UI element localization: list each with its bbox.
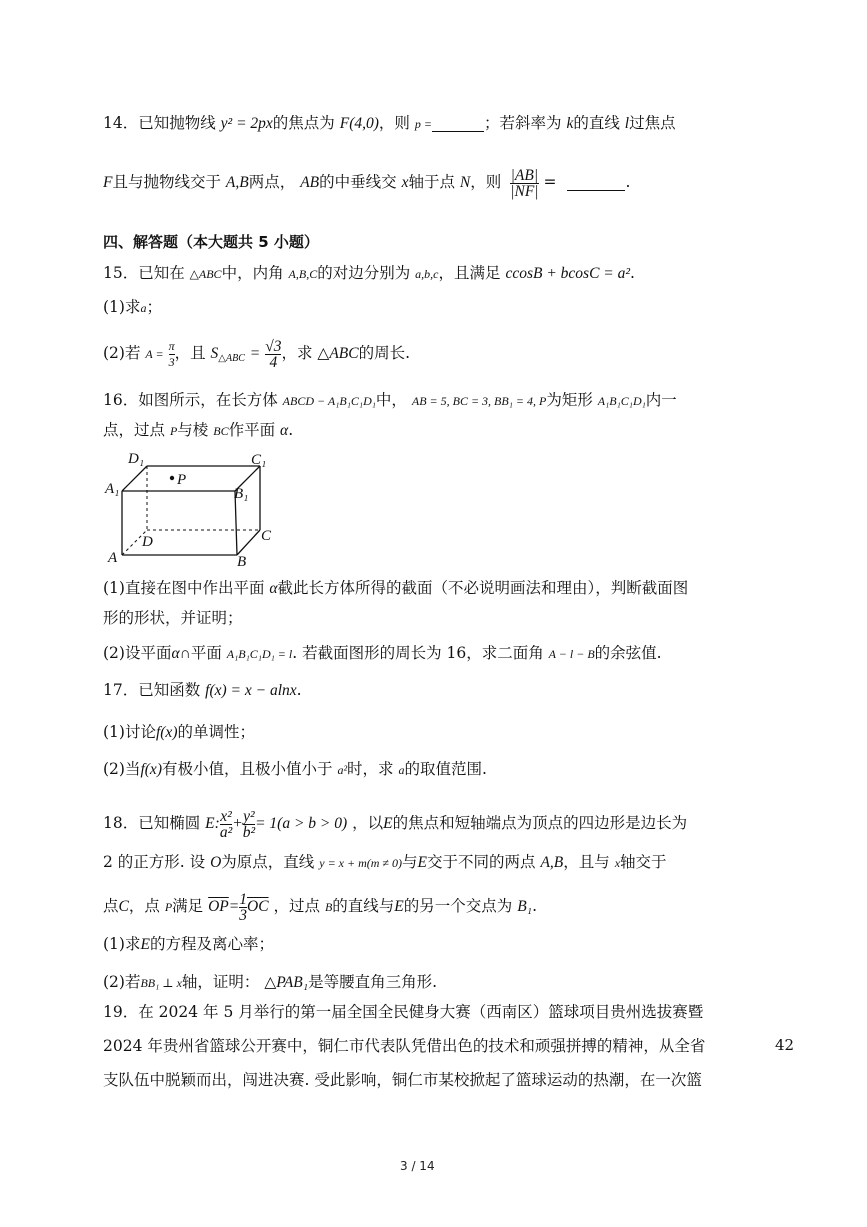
q17-text: 有极小值，且极小值小于 <box>161 760 333 778</box>
q16-text: 内一 <box>645 391 677 409</box>
l-variable: l <box>624 115 630 132</box>
label-C: C <box>261 528 272 544</box>
B-variable: B <box>324 900 333 914</box>
fraction-denominator: a² <box>219 823 233 841</box>
q16-text: 的余弦值. <box>594 644 662 662</box>
label-B1: B₁ <box>234 486 249 502</box>
q16-part1-line1 <box>103 578 688 599</box>
q16-text: 点，过点 <box>103 421 166 439</box>
segment-AB: AB <box>300 174 320 191</box>
q17-text: (2)当 <box>103 760 141 778</box>
q16-line2 <box>103 420 293 441</box>
area-symbol <box>211 345 245 362</box>
q16-line1 <box>103 390 677 411</box>
q18-line2 <box>103 852 667 873</box>
parabola-equation: y² = 2px <box>220 115 273 132</box>
q18-part1 <box>103 934 274 955</box>
q14-text: 两点， <box>248 173 296 191</box>
condition-equation: ccosB + bcosC = a² <box>505 265 631 282</box>
fraction-denominator: 3 <box>168 354 175 369</box>
q15-text: 的周长. <box>358 344 411 362</box>
sqrt3-over-4 <box>265 339 281 370</box>
q16-text: 形的形状，并证明； <box>103 609 243 627</box>
AB-points: A,B <box>225 174 249 191</box>
q18-text: 是等腰直角三角形. <box>308 973 438 991</box>
triangle-ABC: △ABC <box>189 267 222 281</box>
q17-text: 时，求 <box>347 760 394 778</box>
alpha-plane: α <box>280 422 289 439</box>
q15-text: 15．已知在 <box>103 264 185 282</box>
q14-text: 且与抛物线交于 <box>112 173 221 191</box>
q18-text: ，且与 <box>563 853 610 871</box>
fraction-numerator: |AB| <box>510 166 539 184</box>
dimensions: AB = 5, BC = 3, BB₁ = 4, P <box>411 394 547 408</box>
fraction-numerator: √3 <box>265 337 282 355</box>
function-f: f(x) <box>140 761 162 778</box>
q14-line1 <box>103 113 676 134</box>
q14-text: ，则 <box>378 114 410 132</box>
a-squared: a² <box>337 763 348 777</box>
q14-line2 <box>103 159 630 205</box>
q15-text: ； <box>146 298 162 316</box>
q16-part2 <box>103 643 662 664</box>
N-variable: N <box>459 174 471 191</box>
alpha-plane: α <box>269 580 278 597</box>
side-number: 42 <box>775 1036 795 1054</box>
q16-text: . <box>288 421 294 439</box>
fraction-numerator: y² <box>243 807 255 825</box>
q16-text: (1)直接在图中作出平面 <box>103 579 265 597</box>
q15-text: (2)若 <box>103 344 141 362</box>
q18-text: ，以 <box>352 814 384 832</box>
triangle-ABC: △ABC <box>317 345 359 362</box>
k-variable: k <box>566 115 574 132</box>
q17-part2 <box>103 759 487 780</box>
q18-text: 轴交于 <box>620 853 667 871</box>
q16-text: 为矩形 <box>546 391 593 409</box>
label-A1: A₁ <box>105 481 120 497</box>
line-l-definition: A₁B₁C₁D₁ = l <box>226 647 293 661</box>
q18-text: 的方程及离心率； <box>149 935 274 953</box>
function-definition: f(x) = x − alnx <box>205 682 297 699</box>
E-variable: E <box>417 854 427 871</box>
angles-ABC: A,B,C <box>288 267 318 281</box>
q18-text: 满足 <box>172 897 204 915</box>
q18-text: 的直线与 <box>332 897 395 915</box>
intersection-symbol: α∩ <box>171 645 191 662</box>
S-letter: S <box>210 345 219 362</box>
q16-text: 中， <box>375 391 407 409</box>
focus-point: F(4,0) <box>339 115 379 132</box>
B1-variable: B₁ <box>517 898 533 915</box>
perpendicular-condition: BB₁ ⊥ x <box>140 976 182 990</box>
angle-A: A = <box>145 347 164 361</box>
x2-over-a2 <box>220 809 232 840</box>
fraction-denominator: 4 <box>269 353 278 371</box>
sides-abc: a,b,c <box>415 267 439 281</box>
q15-part1 <box>103 297 162 318</box>
q16-text: 16．如图所示，在长方体 <box>103 391 278 409</box>
x-variable: x <box>401 174 409 191</box>
q18-text: ，点 <box>128 897 160 915</box>
q15-line1 <box>103 263 635 284</box>
AB-points: A,B <box>540 854 564 871</box>
function-f: f(x) <box>155 724 178 741</box>
E-variable: E <box>394 898 404 915</box>
E-variable: E <box>383 815 393 832</box>
q14-text: . <box>625 173 631 191</box>
ellipse-rhs: = 1(a > b > 0) <box>255 815 348 832</box>
C-variable: C <box>118 898 129 915</box>
q15-text: ，求 <box>281 344 313 362</box>
q18-text: 为原点，直线 <box>221 853 315 871</box>
equals-sign: = <box>543 173 557 191</box>
q18-text: 交于不同的两点 <box>427 853 536 871</box>
q15-text: (1)求 <box>103 298 141 316</box>
y2-over-b2 <box>243 809 255 840</box>
point-P <box>170 476 174 480</box>
q18-text: . <box>532 897 538 915</box>
edge-BC: BC <box>213 424 229 438</box>
q18-part2 <box>103 972 437 993</box>
q18-text: 的焦点和短轴端点为顶点的四边形是边长为 <box>392 814 688 832</box>
one-third <box>239 892 247 923</box>
q17-text: 17．已知函数 <box>103 681 201 699</box>
q18-text: 18．已知椭圆 <box>103 814 201 832</box>
answer-blank-ratio[interactable] <box>567 174 625 191</box>
q19-line3: 支队伍中脱颖而出，闯进决赛. 受此影响，铜仁市某校掀起了篮球运动的热潮，在一次篮 <box>103 1071 702 1089</box>
q16-part1-line2 <box>103 608 243 628</box>
rectangle-name: A₁B₁C₁D₁ <box>597 394 646 408</box>
fraction-numerator: π <box>168 338 175 353</box>
label-D1: D₁ <box>128 451 145 467</box>
q14-text: 的直线 <box>573 114 620 132</box>
q14-text: 14．已知抛物线 <box>103 114 216 132</box>
line-equation: y = x + m(m ≠ 0) <box>319 856 403 870</box>
q14-text: 轴于点 <box>408 173 455 191</box>
cuboid-name: ABCD − A₁B₁C₁D₁ <box>282 394 376 408</box>
p-variable: p = <box>414 117 432 131</box>
q18-line3 <box>103 884 537 928</box>
q15-part2 <box>103 331 410 375</box>
fraction-denominator: 3 <box>239 906 247 924</box>
q15-text: . <box>630 264 635 282</box>
ellipse-E: E: <box>205 815 220 832</box>
F-variable: F <box>103 174 113 191</box>
q14-text: ；若斜率为 <box>483 114 562 132</box>
q18-text: (1)求 <box>103 935 141 953</box>
edge-A1D1 <box>122 466 147 491</box>
vector-OP: $\overline{OP}$ <box>208 898 229 915</box>
label-A: A <box>108 550 118 566</box>
q18-text: 与 <box>402 853 418 871</box>
answer-blank-p[interactable] <box>432 115 484 132</box>
origin-O: O <box>210 854 222 871</box>
q18-text: 点 <box>103 897 119 915</box>
q17-part1 <box>103 722 255 743</box>
q16-text: 平面 <box>190 644 222 662</box>
label-B: B <box>237 554 247 568</box>
section-heading: 四、解答题（本大题共 5 小题） <box>103 233 319 251</box>
q14-text: ，则 <box>470 173 502 191</box>
q18-line1 <box>103 798 687 848</box>
P-variable: P <box>164 900 173 914</box>
q15-text: 的对边分别为 <box>317 264 411 282</box>
page-number: 3 / 14 <box>400 1159 435 1173</box>
P-variable: P <box>169 424 178 438</box>
edge-BC <box>237 530 260 555</box>
q17-text: 的单调性； <box>177 723 255 741</box>
q17-line1 <box>103 680 302 701</box>
a-variable: a <box>398 763 405 777</box>
vector-OC: $\overline{OC}$ <box>247 898 269 915</box>
q17-text: . <box>296 681 302 699</box>
q16-text: 作平面 <box>228 421 276 439</box>
q14-text: 过焦点 <box>629 114 676 132</box>
label-C1: C₁ <box>251 452 267 468</box>
q16-text: 与棱 <box>177 421 209 439</box>
dihedral-angle: A − l − B <box>548 647 595 661</box>
q18-text: ，过点 <box>273 897 320 915</box>
a-variable: a <box>140 301 147 315</box>
cuboid-figure <box>100 448 280 568</box>
q14-text: 的焦点为 <box>272 114 335 132</box>
q19-line1: 19．在 2024 年 5 月举行的第一届全国全民健身大赛（西南区）篮球项目贵州选拔赛暨 <box>103 1003 704 1021</box>
label-P: P <box>177 472 187 488</box>
q16-text: 截此长方体所得的截面（不必说明画法和理由），判断截面图 <box>277 579 689 597</box>
q17-text: (1)讨论 <box>103 723 156 741</box>
q17-text: 的取值范围. <box>404 760 487 778</box>
q15-text: ，且 <box>174 344 206 362</box>
area-subscript: △ABC <box>218 353 245 364</box>
label-D: D <box>142 534 153 550</box>
triangle-PAB1: △PAB₁ <box>264 974 309 991</box>
q18-text: 轴，证明： <box>181 973 260 991</box>
q16-text: (2)设平面 <box>103 644 172 662</box>
ratio-fraction <box>510 168 538 199</box>
q18-text: 的另一个交点为 <box>403 897 513 915</box>
q19-line2: 2024 年贵州省篮球公开赛中，铜仁市代表队凭借出色的技术和顽强拼搏的精神，从全省 <box>103 1037 706 1055</box>
q15-text: 中，内角 <box>221 264 284 282</box>
plus-sign: + <box>232 815 243 832</box>
x-variable: x <box>614 856 621 870</box>
fraction-numerator: x² <box>220 807 232 825</box>
q14-text: 的中垂线交 <box>319 173 397 191</box>
equals-sign: = <box>249 345 261 362</box>
q16-text: . 若截面图形的周长为 16，求二面角 <box>292 644 544 662</box>
q18-text: (2)若 <box>103 973 141 991</box>
fraction-denominator: b² <box>242 823 256 841</box>
q18-text: 2 的正方形. 设 <box>103 853 206 871</box>
fraction-denominator: |NF| <box>510 182 539 200</box>
fraction-numerator: 1 <box>239 890 247 908</box>
q15-text: ，且满足 <box>438 264 501 282</box>
equals-sign: = <box>228 898 240 915</box>
E-variable: E <box>140 936 150 953</box>
